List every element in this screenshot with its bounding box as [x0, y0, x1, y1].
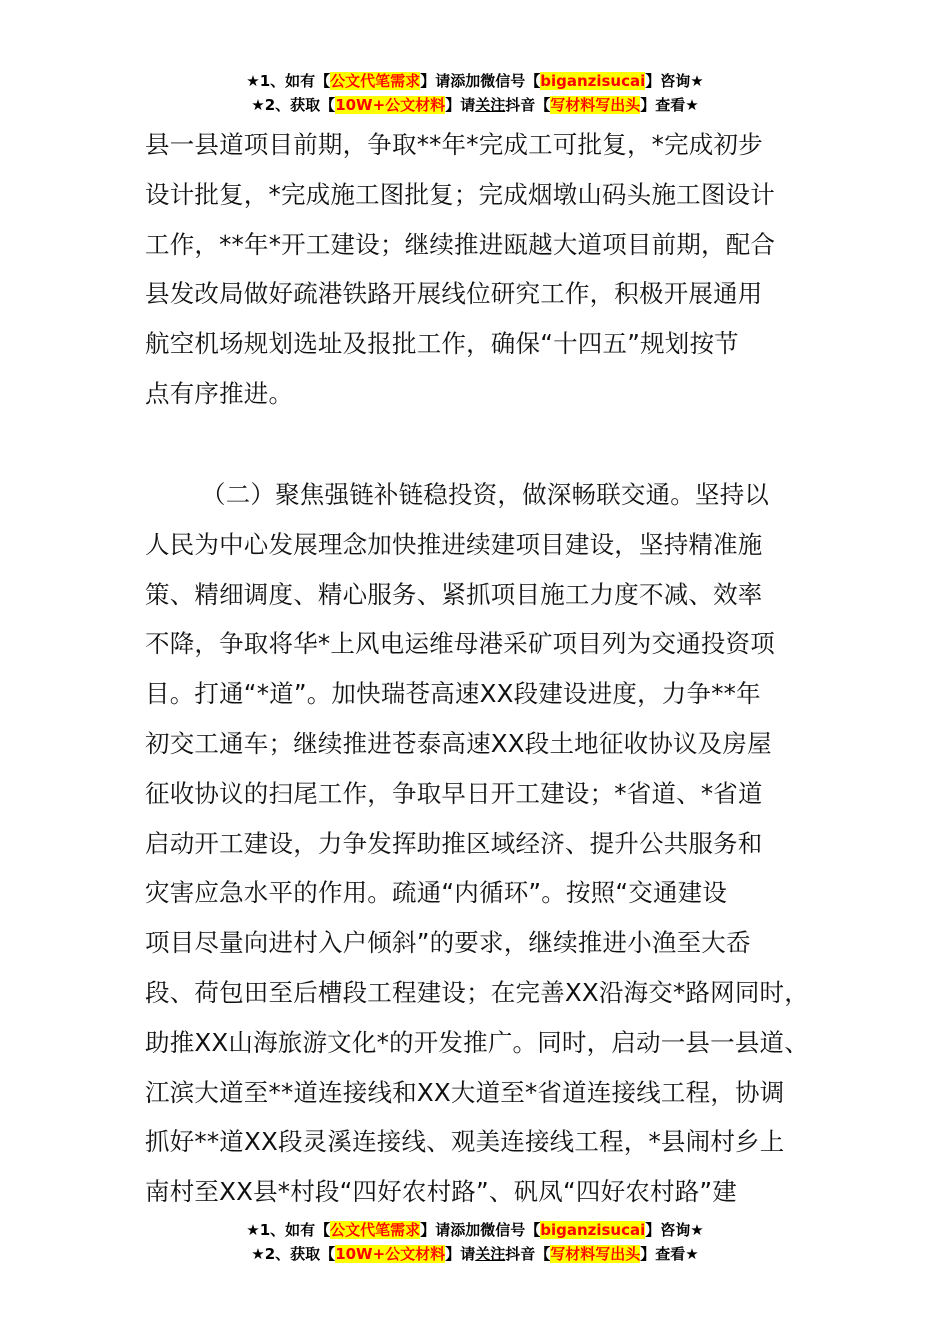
text-line: （二）聚焦强链补链稳投资，做深畅联交通。坚持以 — [201, 480, 770, 509]
banner-text: 】查看★ — [640, 1245, 699, 1263]
text-line: 南村至XX县*村段“四好农村路”、矾凤“四好农村路”建 — [145, 1177, 737, 1207]
banner-text: 】请 — [445, 1245, 476, 1263]
text-line: 点有序推进。 — [145, 378, 294, 408]
banner-highlight: 10W+公文材料 — [335, 1245, 446, 1263]
banner-line-2 — [0, 1242, 950, 1266]
banner-line-1 — [0, 69, 950, 93]
banner-text: ★2、获取【 — [251, 96, 336, 114]
text-line: 助推XX山海旅游文化*的开发推广。同时，启动一县一县道、 — [145, 1027, 809, 1057]
banner-text: 抖音【 — [505, 1245, 551, 1263]
paragraph-2 — [145, 470, 815, 1217]
banner-underlined-text: 关注 — [475, 1245, 506, 1263]
text-line: 策、精细调度、精心服务、紧抓项目施工力度不减、效率 — [145, 579, 763, 609]
text-line: 县发改局做好疏港铁路开展线位研究工作，积极开展通用 — [145, 279, 763, 309]
text-line: 航空机场规划选址及报批工作，确保“十四五”规划按节 — [145, 329, 739, 359]
text-line: 设计批复，*完成施工图批复；完成烟墩山码头施工图设计 — [145, 179, 775, 209]
text-line: 启动开工建设，力争发挥助推区域经济、提升公共服务和 — [145, 828, 763, 858]
text-line: 征收协议的扫尾工作，争取早日开工建设；*省道、*省道 — [145, 778, 763, 808]
banner-text: ★2、获取【 — [251, 1245, 336, 1263]
banner-highlight: 10W+公文材料 — [335, 96, 446, 114]
text-line: 灾害应急水平的作用。疏通“内循环”。按照“交通建设 — [145, 878, 728, 908]
text-line: 初交工通车；继续推进苍泰高速XX段土地征收协议及房屋 — [145, 728, 772, 758]
header-banner — [0, 69, 950, 117]
banner-line-1 — [0, 1218, 950, 1242]
banner-underlined-text: 关注 — [475, 96, 506, 114]
footer-banner — [0, 1218, 950, 1266]
text-line: 江滨大道至**道连接线和XX大道至*省道连接线工程，协调 — [145, 1077, 785, 1107]
banner-text: 】咨询★ — [645, 1221, 704, 1239]
banner-text: 抖音【 — [505, 96, 551, 114]
paragraph-1 — [145, 120, 815, 419]
banner-text: ★1、如有【 — [246, 72, 331, 90]
text-line: 抓好**道XX段灵溪连接线、观美连接线工程，*县闹村乡上 — [145, 1127, 785, 1157]
text-line: 段、荷包田至后槽段工程建设；在完善XX沿海交*路网同时， — [145, 977, 809, 1007]
text-line: 县一县道项目前期，争取**年*完成工可批复，*完成初步 — [145, 130, 763, 159]
text-line: 工作，**年*开工建设；继续推进瓯越大道项目前期，配合 — [145, 229, 776, 259]
text-line: 不降，争取将华*上风电运维母港采矿项目列为交通投资项 — [145, 629, 775, 659]
banner-highlight: biganzisucai — [540, 1221, 646, 1239]
banner-text: 】请添加微信号【 — [420, 72, 541, 90]
banner-highlight: 公文代笔需求 — [330, 1221, 421, 1239]
text-line: 目。打通“*道”。加快瑞苍高速XX段建设进度，力争**年 — [145, 679, 761, 709]
banner-highlight: biganzisucai — [540, 72, 646, 90]
banner-text: 】咨询★ — [645, 72, 704, 90]
banner-highlight: 写材料写出头 — [550, 1245, 641, 1263]
banner-line-2 — [0, 93, 950, 117]
banner-text: 】请添加微信号【 — [420, 1221, 541, 1239]
text-line: 项目尽量向进村入户倾斜”的要求，继续推进小渔至大岙 — [145, 928, 751, 958]
banner-text: 】请 — [445, 96, 476, 114]
banner-highlight: 写材料写出头 — [550, 96, 641, 114]
text-line: 人民为中心发展理念加快推进续建项目建设，坚持精准施 — [145, 529, 763, 559]
banner-text: ★1、如有【 — [246, 1221, 331, 1239]
banner-highlight: 公文代笔需求 — [330, 72, 421, 90]
banner-text: 】查看★ — [640, 96, 699, 114]
